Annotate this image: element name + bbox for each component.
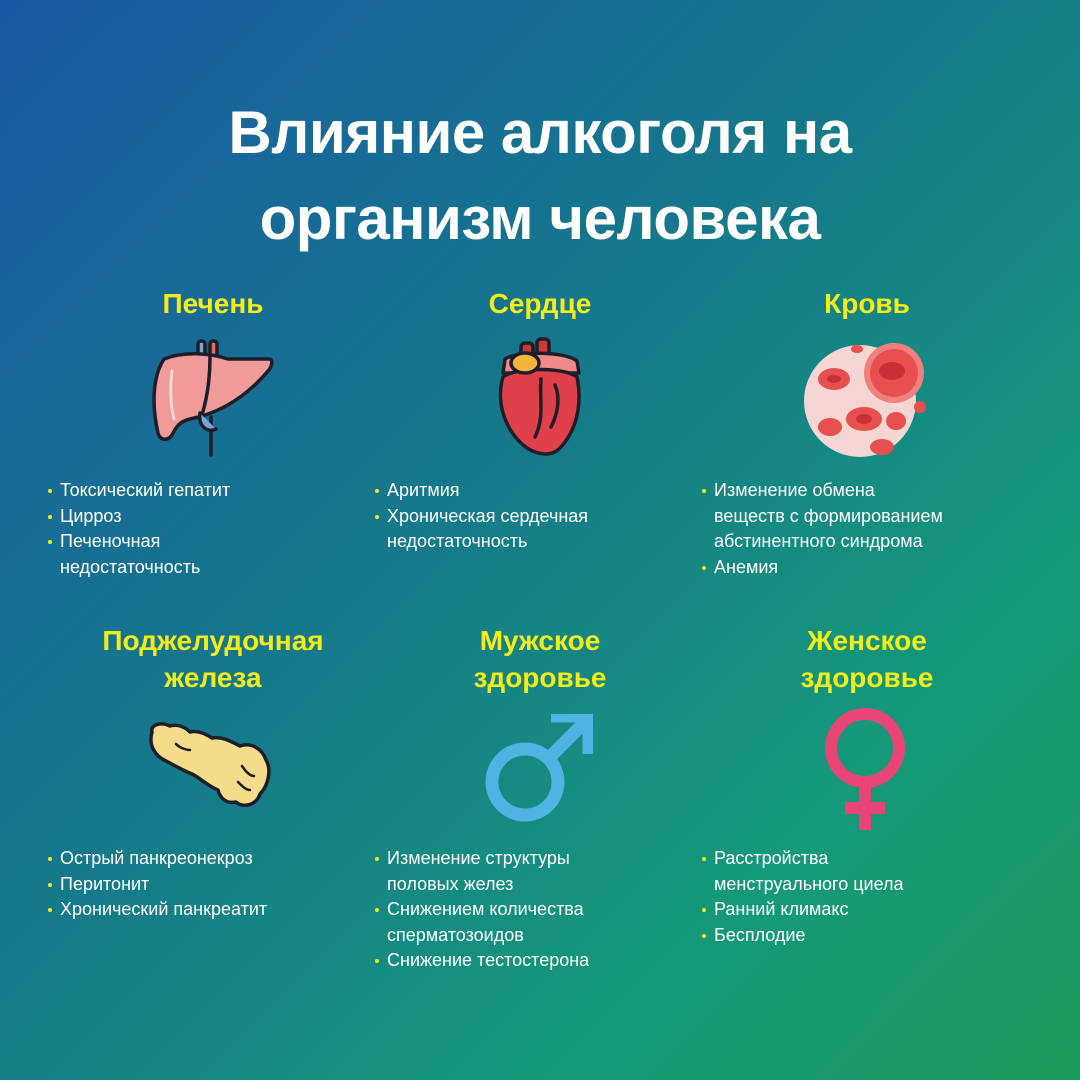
page-title (0, 90, 1080, 262)
list-item: Изменение структуры половых желез (375, 846, 589, 897)
card-list (702, 846, 904, 948)
card-heading: Кровь (824, 288, 910, 319)
list-item: Ранний климакс (702, 897, 904, 923)
page-title-line: организм человека (259, 185, 821, 252)
card-list (48, 478, 230, 580)
card-heading: Мужское здоровье (473, 625, 607, 693)
list-item: Токсический гепатит (48, 478, 230, 504)
pancreas-icon (146, 720, 276, 812)
card-list (48, 846, 267, 923)
blood-cells-icon (802, 337, 932, 463)
card-heading: Печень (162, 288, 264, 319)
list-item: Хронический панкреатит (48, 897, 267, 923)
list-item: Хроническая сердечная недостаточность (375, 504, 588, 555)
liver-icon (150, 337, 276, 463)
list-item: Изменение обмена веществ с формированием абстинентного синдрома (702, 478, 943, 555)
card-heading: Женское здоровье (800, 625, 934, 693)
list-item: Аритмия (375, 478, 588, 504)
list-item: Снижение тестостерона (375, 948, 589, 974)
card-list (375, 478, 588, 555)
list-item: Анемия (702, 555, 943, 581)
list-item: Перитонит (48, 872, 267, 898)
list-item: Печеночная недостаточность (48, 529, 230, 580)
list-item: Расстройства менструального циела (702, 846, 904, 897)
list-item: Бесплодие (702, 923, 904, 949)
list-item: Острый панкреонекроз (48, 846, 267, 872)
card-list (702, 478, 943, 580)
page-title-line: Влияние алкоголя на (228, 99, 852, 166)
list-item: Цирроз (48, 504, 230, 530)
male-symbol-icon (483, 714, 593, 824)
card-list (375, 846, 589, 974)
heart-icon (495, 337, 585, 463)
female-symbol-icon (817, 706, 917, 832)
card-heading: Поджелудочная железа (102, 625, 324, 693)
list-item: Снижением количества сперматозоидов (375, 897, 589, 948)
card-heading: Сердце (488, 288, 592, 319)
